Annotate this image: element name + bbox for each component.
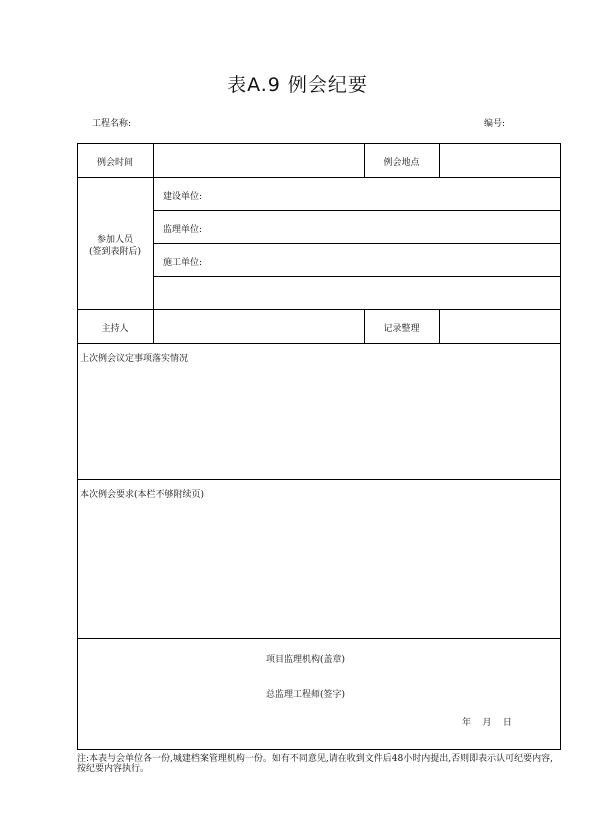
contractor-unit-label: 施工单位: [163, 258, 203, 268]
page-title: 表A.9 例会纪要 [227, 74, 368, 96]
meeting-place-field[interactable] [440, 144, 560, 177]
other-attendees-field[interactable] [154, 277, 560, 309]
supervision-unit-label: 监理单位: [163, 225, 203, 235]
recorder-field[interactable] [440, 310, 560, 343]
attendees-label: 参加人员 [96, 235, 133, 245]
meeting-place-label: 例会地点 [383, 158, 420, 168]
row-divider [77, 479, 561, 480]
number-label: 编号: [484, 119, 506, 129]
this-meeting-label: 本次例会要求(本栏不够附续页) [80, 490, 205, 500]
supervision-org-label: 项目监理机构(盖章) [266, 655, 346, 665]
row-divider [77, 638, 561, 639]
row-divider [77, 177, 561, 178]
this-meeting-content[interactable] [78, 498, 560, 637]
construction-unit-label: 建设单位: [163, 192, 203, 202]
project-name-label: 工程名称: [92, 119, 132, 129]
host-label: 主持人 [101, 324, 129, 334]
chief-engineer-label: 总监理工程师(签字) [266, 690, 346, 700]
last-meeting-label: 上次例会议定事项落实情况 [80, 354, 189, 364]
row-divider [153, 210, 561, 211]
footnote: 注:本表与会单位各一份,城建档案管理机构一份。如有不同意见,请在收到文件后48小时内提出,否则即表示认可纪要内容,按纪要内容执行。 [77, 754, 553, 774]
attendees-sub-label: (签到表附后) [88, 247, 142, 257]
row-divider [77, 343, 561, 344]
meeting-time-field[interactable] [154, 144, 364, 177]
last-meeting-content[interactable] [78, 362, 560, 478]
host-field[interactable] [154, 310, 364, 343]
meeting-time-label: 例会时间 [96, 158, 133, 168]
recorder-label: 记录整理 [383, 324, 420, 334]
row-divider [153, 243, 561, 244]
date-label: 年 月 日 [462, 718, 512, 728]
